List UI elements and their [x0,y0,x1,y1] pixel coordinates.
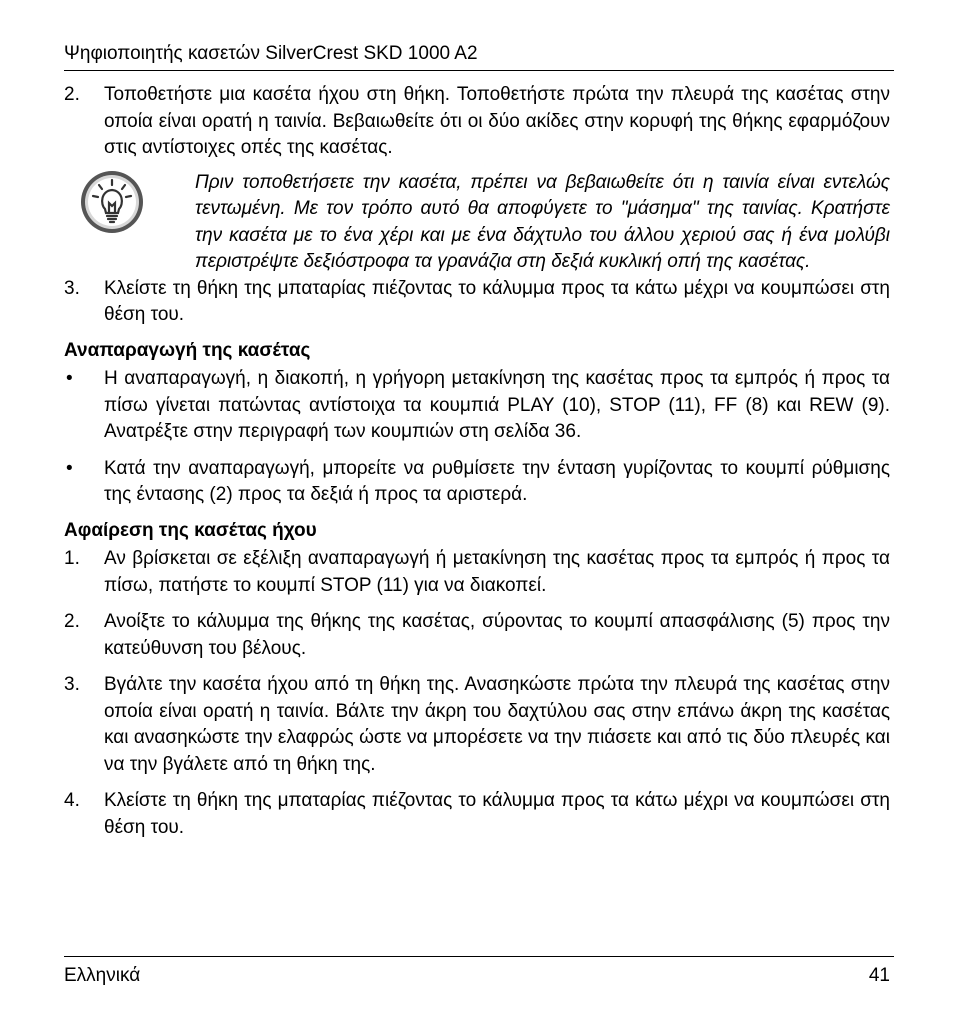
removal-step-3 [64,672,890,778]
step-number: 1. [64,548,80,569]
playback-bullet-1 [64,366,890,446]
header-divider [64,70,894,71]
removal-step-4 [64,788,890,841]
step-text: Τοποθετήστε μια κασέτα ήχου στη θήκη. Τοποθετήστε πρώτα την πλευρά της κασέτας στην οποία είναι ορατή η ταινία. Βεβαιωθείτε ότι οι δύο ακίδες στην κορυφή της θήκης εφαρμόζουν στις αντίστοιχες οπές της κασέτας. [104,84,890,158]
step-text: Κλείστε τη θήκη της μπαταρίας πιέζοντας το κάλυμμα προς τα κάτω μέχρι να κουμπώσει στη θέση του. [104,277,890,325]
bullet-text: Κατά την αναπαραγωγή, μπορείτε να ρυθμίσετε την ένταση γυρίζοντας το κουμπί ρύθμισης της έντασης (2) προς τα δεξιά ή προς τα αριστερά. [104,457,890,505]
page-body [64,82,890,841]
footer-divider [64,956,894,957]
tip-text: Πριν τοποθετήσετε την κασέτα, πρέπει να βεβαιωθείτε ότι η ταινία είναι εντελώς τεντωμένη. Με τον τρόπο αυτό θα αποφύγετε το "μάσημα" της ταινίας. Κρατήστε την κασέτα με το ένα χέρι και με ένα δάχτυλο του άλλου χεριού σας ή ένα μολύβι περιστρέψτε δεξιόστροφα τα γρανάζια στη δεξιά κυκλική οπή της κασέτας. [195,171,890,272]
step-number: 2. [64,611,80,632]
bullet-text: Η αναπαραγωγή, η διακοπή, η γρήγορη μετακίνηση της κασέτας προς τα εμπρός ή προς τα πίσω γίνεται πατώντας αντίστοιχα τα κουμπιά PLAY (10), STOP (11), FF (8) και REW (9). Ανατρέξτε στην περιγραφή των κουμπιών στη σελίδα 36. [104,368,890,442]
step-text: Ανοίξτε το κάλυμμα της θήκης της κασέτας, σύροντας το κουμπί απασφάλισης (5) προς την κατεύθυνση του βέλους. [104,611,890,659]
removal-step-2 [64,609,890,662]
step-text: Βγάλτε την κασέτα ήχου από τη θήκη της. Ανασηκώστε πρώτα την πλευρά της κασέτας στην οποία είναι ορατή η ταινία. Βάλτε την άκρη του δαχτύλου σας στην επάνω άκρη της κασέτας και ανασηκώστε την ελαφρώς ώστε να μπορέσετε να την πιάσετε και από τις δύο πλευρές και να την βγάλετε από τη θήκη της. [104,674,890,775]
step-number: 3. [64,277,80,299]
lightbulb-tip-icon [80,170,144,234]
removal-step-1 [64,546,890,599]
step-number: 3. [64,674,80,695]
step-number: 2. [64,84,80,105]
insert-step-3 [64,276,890,329]
bullet-marker: • [66,368,73,389]
step-text: Αν βρίσκεται σε εξέλιξη αναπαραγωγή ή μετακίνηση της κασέτας προς τα εμπρός ή προς τα πίσω, πατήστε το κουμπί STOP (11) για να διακοπεί. [104,548,890,596]
section-heading-playback: Αναπαραγωγή της κασέτας [64,339,311,361]
page-number: 41 [868,965,890,986]
section-heading-removal: Αφαίρεση της κασέτας ήχου [64,519,317,541]
insert-step-2 [64,82,890,162]
footer-language: Ελληνικά [64,965,141,986]
bullet-marker: • [66,457,73,479]
tip-note [64,170,890,276]
step-number: 4. [64,790,80,811]
playback-bullet-2 [64,456,890,509]
page-header: Ψηφιοποιητής κασετών SilverCrest SKD 1000 A2 [64,43,478,64]
step-text: Κλείστε τη θήκη της μπαταρίας πιέζοντας το κάλυμμα προς τα κάτω μέχρι να κουμπώσει στη θέση του. [104,790,890,838]
